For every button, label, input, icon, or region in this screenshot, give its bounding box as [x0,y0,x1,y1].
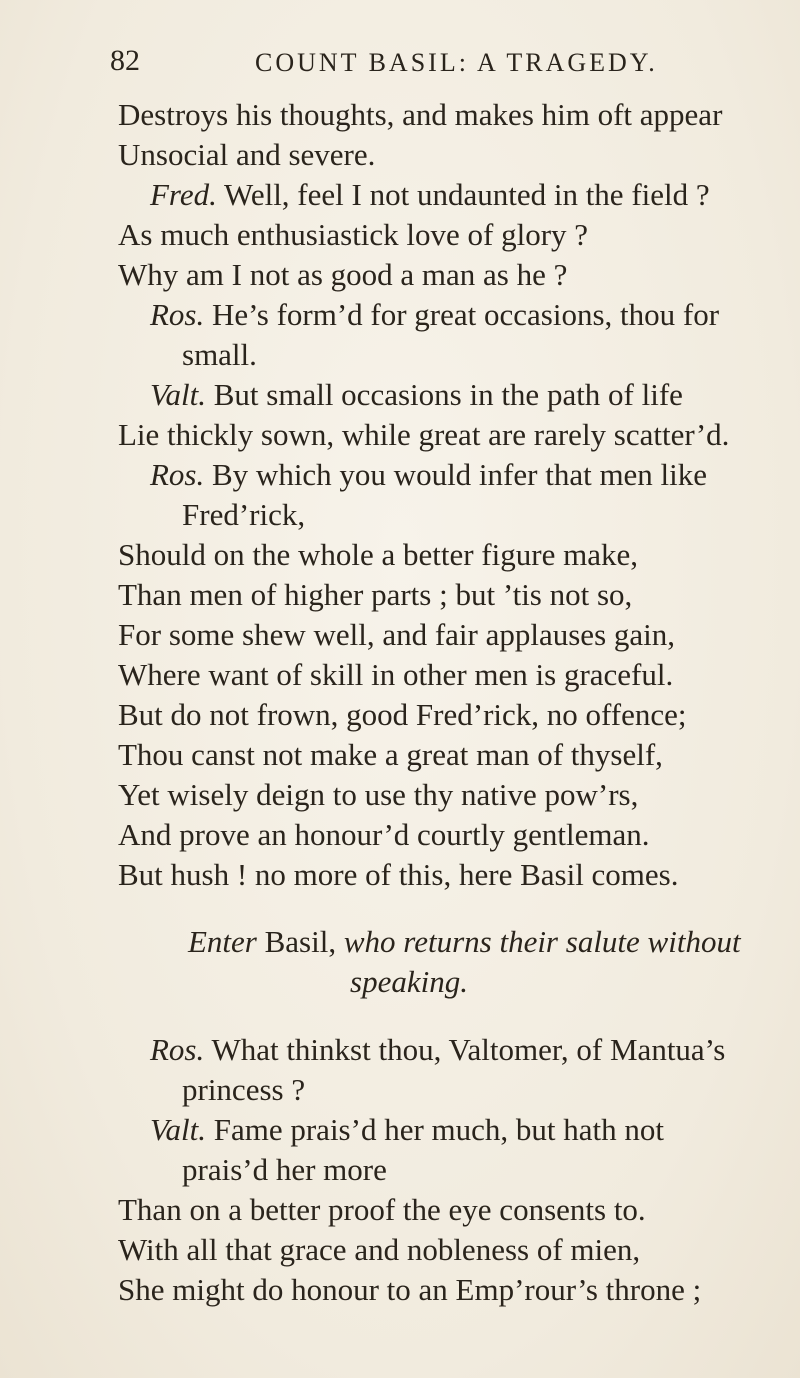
speaker-name: Ros. [150,297,205,332]
verse-line: And prove an honour’d courtly gentleman. [118,817,650,852]
verse-line: Unsocial and severe. [118,137,376,172]
verse-line: Yet wisely deign to use thy native pow’rs, [118,777,639,812]
verse-line: Lie thickly sown, while great are rarely scatter’d. [118,417,730,452]
verse-line: Should on the whole a better figure make, [118,537,638,572]
page-number: 82 [110,44,140,77]
speaker-name: Ros. [150,1032,205,1067]
verse-line: Valt. But small occasions in the path of life [150,377,683,412]
stage-direction: Enter Basil, who returns their salute without [188,924,741,959]
verse-line: Destroys his thoughts, and makes him oft appear [118,97,723,132]
verse-line: Thou canst not make a great man of thyself, [118,737,663,772]
verse-line: But do not frown, good Fred’rick, no offence; [118,697,687,732]
verse-line: Ros. He’s form’d for great occasions, thou for [150,297,720,332]
speaker-name: Valt. [150,1112,206,1147]
verse-line: Fred’rick, [182,497,306,532]
verse-line: princess ? [182,1072,306,1107]
verse-line: small. [182,337,257,372]
speaker-name: Valt. [150,377,206,412]
speaker-name: Fred. [150,177,217,212]
verse-line: With all that grace and nobleness of mien, [118,1232,641,1267]
verse-line: She might do honour to an Emp’rour’s throne ; [118,1272,702,1307]
verse-line: Than on a better proof the eye consents to. [118,1192,646,1227]
speaker-name: Ros. [150,457,205,492]
stage-direction: speaking. [350,964,468,999]
running-head: COUNT BASIL: A TRAGEDY. [255,48,658,77]
verse-line: But hush ! no more of this, here Basil comes. [118,857,679,892]
verse-line: Than men of higher parts ; but ’tis not so, [118,577,633,612]
verse-line: Ros. By which you would infer that men like [150,457,708,492]
verse-line: Where want of skill in other men is graceful. [118,657,674,692]
page-header [110,44,730,84]
verse-line: prais’d her more [182,1152,387,1187]
verse-line: Valt. Fame prais’d her much, but hath not [150,1112,664,1147]
verse-line: Why am I not as good a man as he ? [118,257,568,292]
verse-line: As much enthusiastick love of glory ? [118,217,589,252]
verse-line: Fred. Well, feel I not undaunted in the field ? [150,177,710,212]
verse-line: Ros. What thinkst thou, Valtomer, of Mantua’s [150,1032,726,1067]
verse-line: For some shew well, and fair applauses gain, [118,617,676,652]
